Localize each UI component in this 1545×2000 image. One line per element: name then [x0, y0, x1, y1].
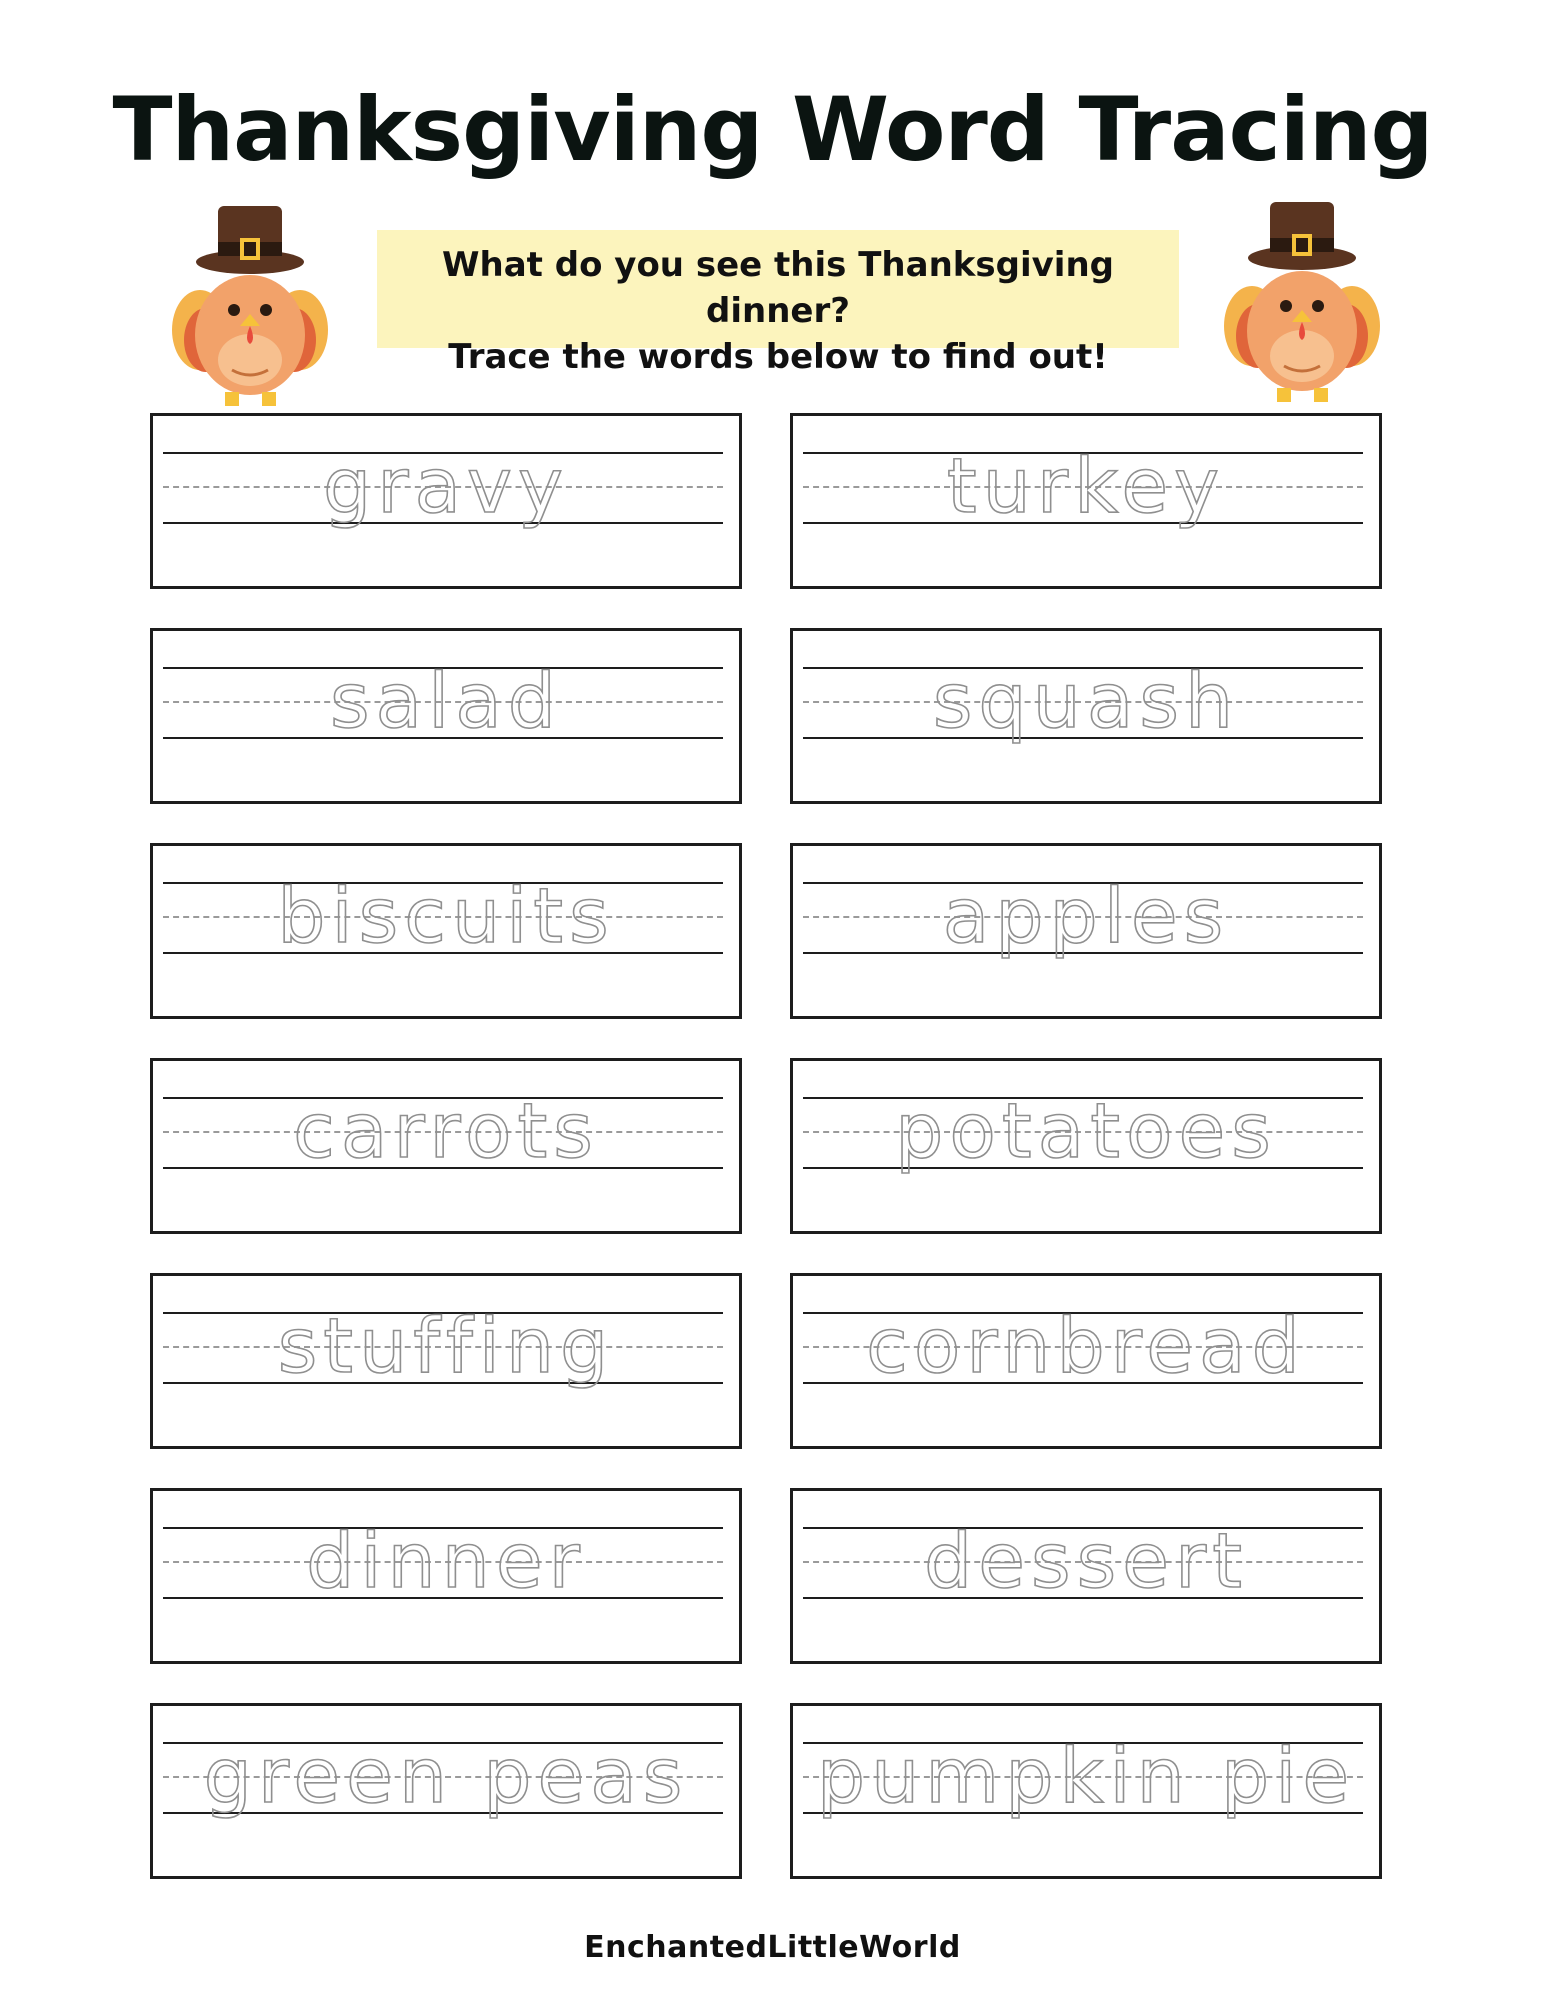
trace-word: green peas — [203, 1731, 689, 1820]
tracing-box-squash — [790, 628, 1382, 804]
tracing-box-apples — [790, 843, 1382, 1019]
trace-word: gravy — [322, 441, 569, 530]
tracing-box-salad — [150, 628, 742, 804]
trace-word: biscuits — [277, 871, 615, 960]
tracing-box-gravy — [150, 413, 742, 589]
instructions-banner — [377, 230, 1179, 377]
instructions-line-1: What do you see this Thanksgiving dinner? — [442, 245, 1114, 331]
trace-word: carrots — [293, 1086, 599, 1175]
pilgrim-hat — [1248, 202, 1356, 270]
pilgrim-turkey-left — [170, 200, 330, 410]
trace-word: salad — [329, 656, 563, 745]
trace-word: dessert — [924, 1516, 1248, 1605]
tracing-box-pumpkin-pie — [790, 1703, 1382, 1879]
trace-word: pumpkin pie — [816, 1731, 1356, 1820]
trace-word: squash — [932, 656, 1240, 745]
trace-word: cornbread — [866, 1301, 1306, 1390]
pilgrim-hat — [196, 206, 304, 274]
trace-word: apples — [942, 871, 1230, 960]
trace-word: potatoes — [895, 1086, 1277, 1175]
tracing-box-potatoes — [790, 1058, 1382, 1234]
page-title: Thanksgiving Word Tracing — [112, 78, 1433, 181]
pilgrim-turkey-right — [1222, 196, 1382, 406]
tracing-box-carrots — [150, 1058, 742, 1234]
tracing-box-cornbread — [790, 1273, 1382, 1449]
tracing-box-dinner — [150, 1488, 742, 1664]
tracing-box-stuffing — [150, 1273, 742, 1449]
tracing-box-green-peas — [150, 1703, 742, 1879]
trace-word: stuffing — [277, 1301, 615, 1390]
instructions-line-2: Trace the words below to find out! — [448, 337, 1108, 377]
footer-brand: EnchantedLittleWorld — [584, 1930, 961, 1965]
trace-word: turkey — [946, 441, 1226, 530]
tracing-box-turkey — [790, 413, 1382, 589]
tracing-box-biscuits — [150, 843, 742, 1019]
tracing-box-dessert — [790, 1488, 1382, 1664]
trace-word: dinner — [306, 1516, 586, 1605]
